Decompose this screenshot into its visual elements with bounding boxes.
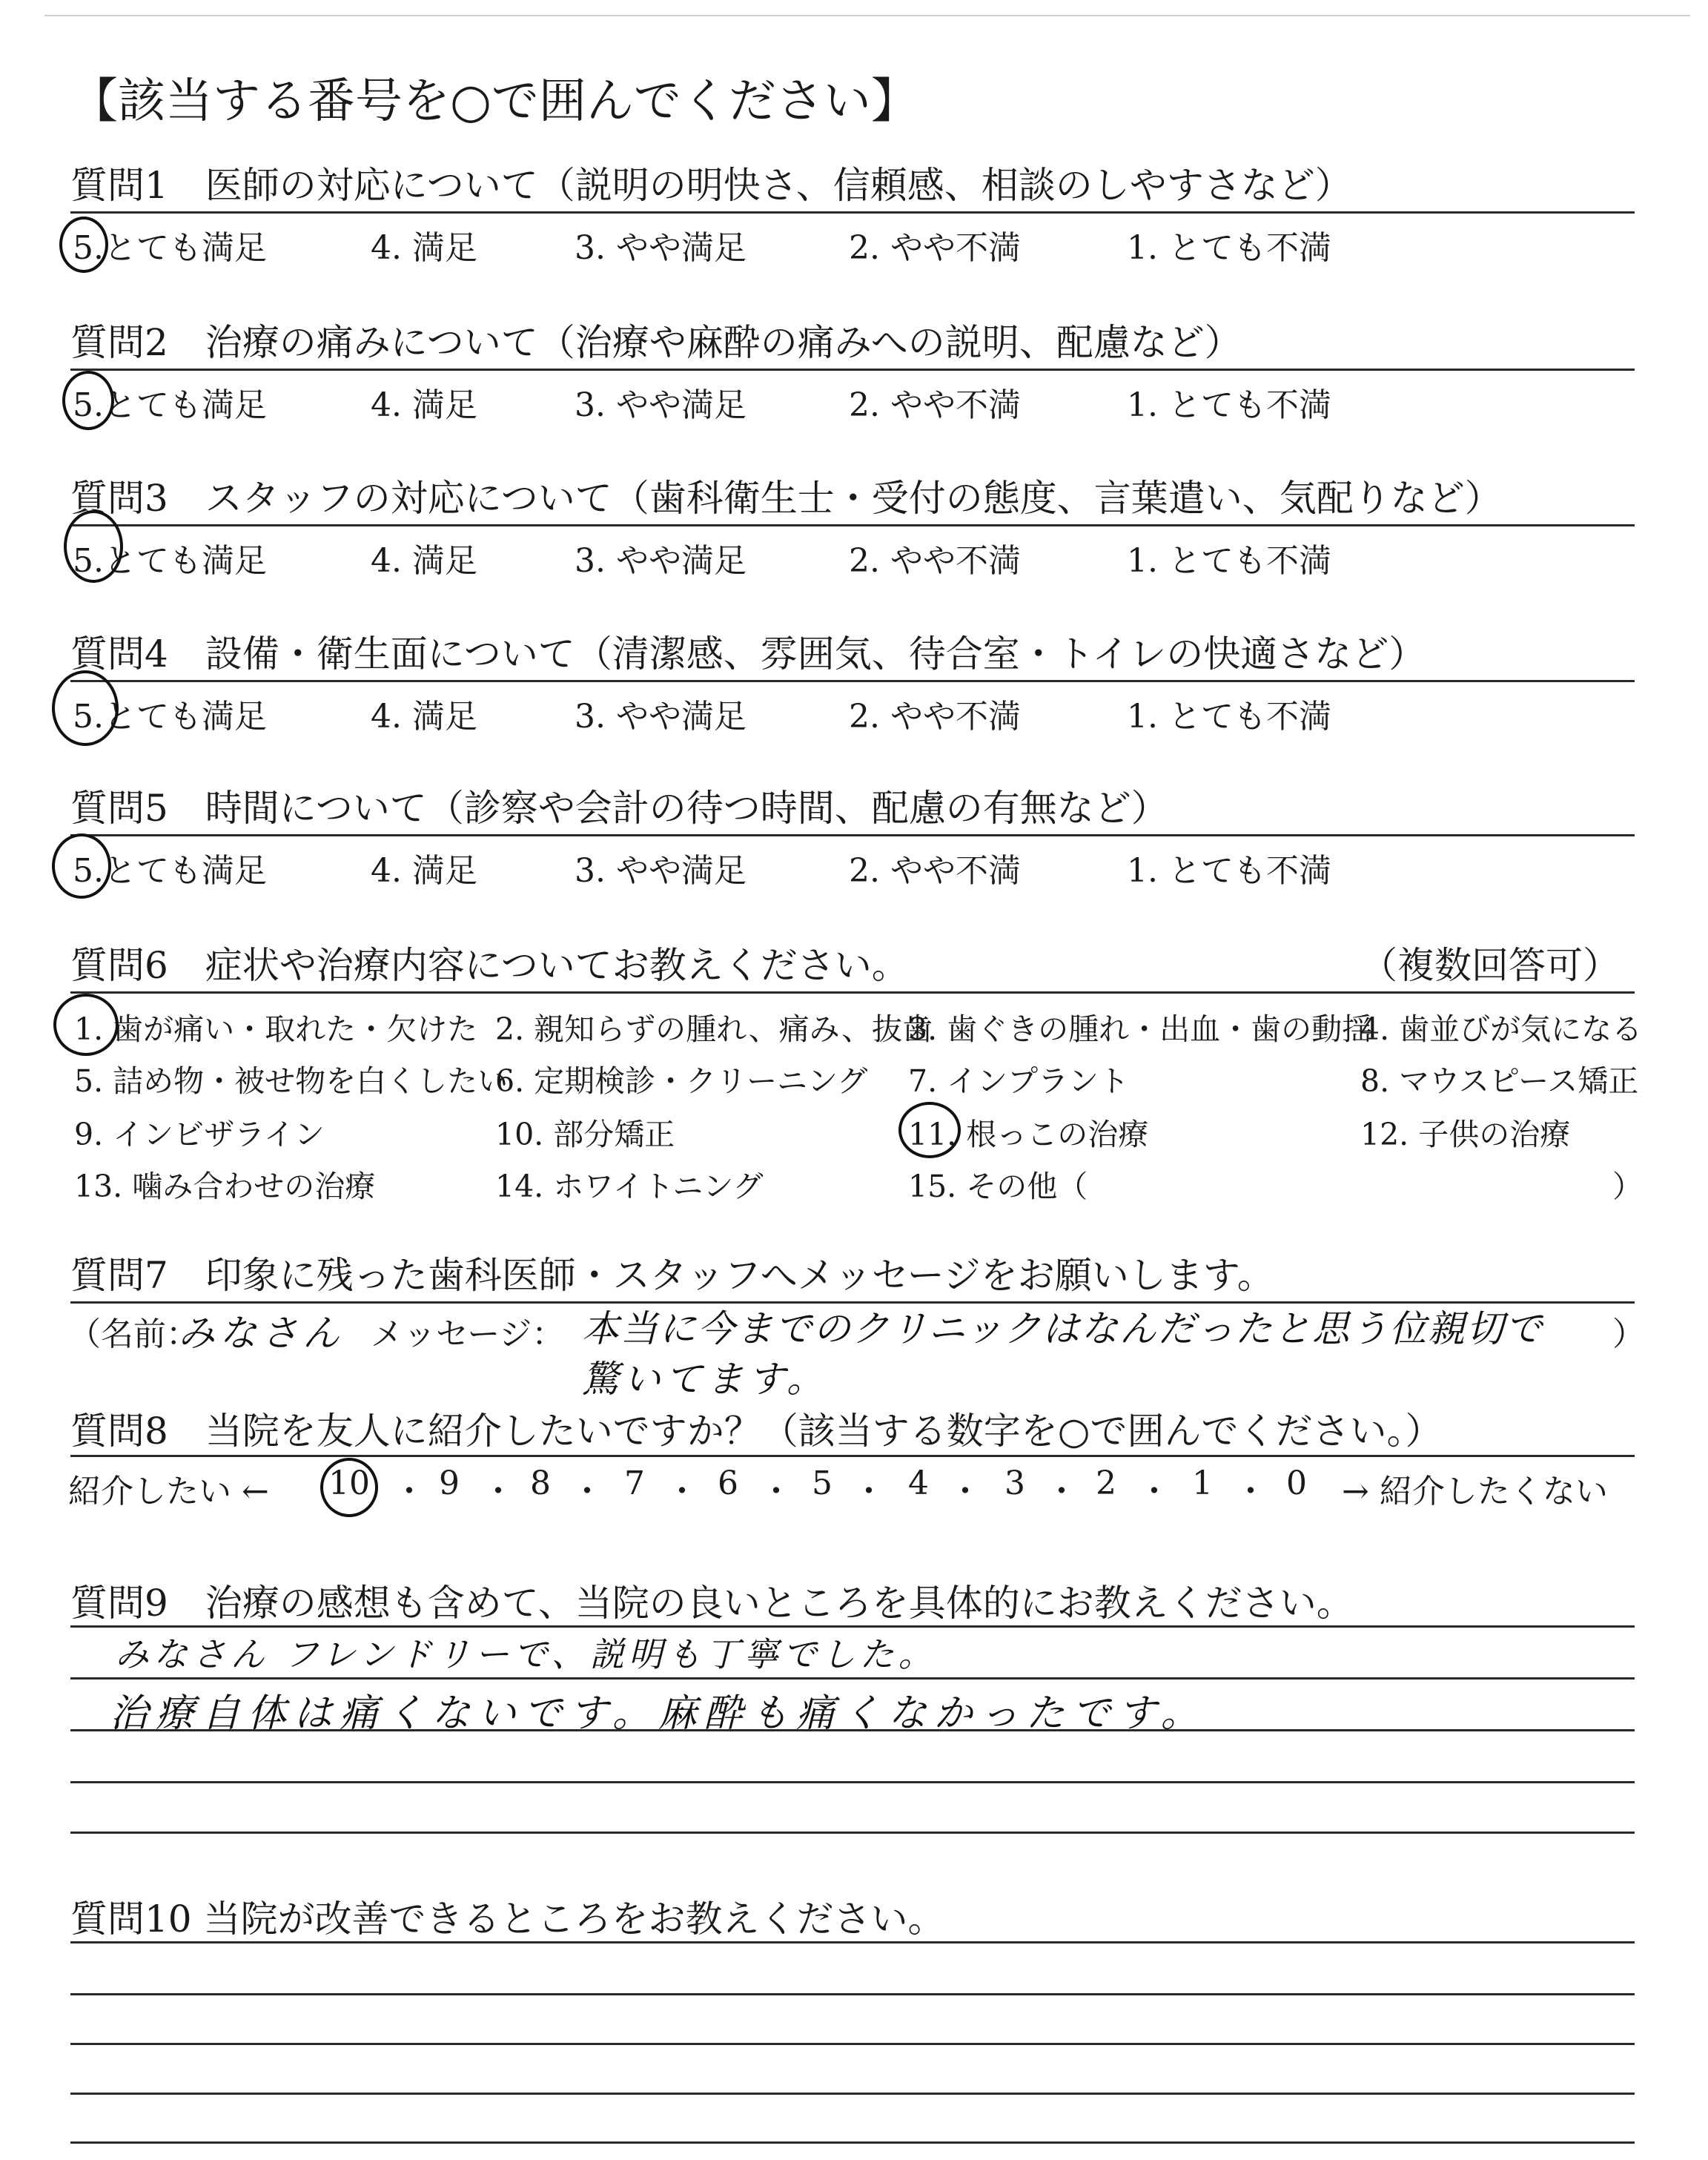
question-2-rule: [70, 369, 1635, 371]
q6-item-5[interactable]: 5. 詰め物・被せ物を白くしたい: [74, 1063, 509, 1099]
question-4-heading: 質問4 設備・衛生面について（清潔感、雰囲気、待合室・トイレの快適さなど）: [70, 633, 1426, 676]
q8-scale-dot: ・: [760, 1473, 792, 1510]
q2-option-3[interactable]: 3. やや満足: [575, 386, 747, 424]
question-1-heading: 質問1 医師の対応について（説明の明快さ、信頼感、相談のしやすさなど）: [70, 164, 1352, 207]
q8-scale-dot: ・: [853, 1473, 885, 1510]
q8-scale-dot: ・: [393, 1473, 426, 1510]
q6-item-8[interactable]: 8. マウスピース矯正: [1360, 1063, 1639, 1099]
question-1-rule: [70, 211, 1635, 214]
question-6-heading: 質問6 症状や治療内容についてお教えください。: [70, 944, 909, 987]
q1-option-3[interactable]: 3. やや満足: [575, 229, 747, 267]
q4-option-3[interactable]: 3. やや満足: [575, 698, 747, 736]
q6-item-15[interactable]: 15. その他（: [908, 1169, 1088, 1204]
q3-option-4[interactable]: 4. 満足: [371, 542, 477, 580]
q10-line-5: [70, 2141, 1635, 2144]
q8-scale-0[interactable]: 0: [1286, 1464, 1307, 1502]
q6-item-2[interactable]: 2. 親知らずの腫れ、痛み、抜歯: [495, 1011, 933, 1047]
question-3-rule: [70, 524, 1635, 526]
q8-scale-dot: ・: [1138, 1473, 1171, 1510]
q9-answer-line-1[interactable]: みなさん フレンドリーで、説明も丁寧でした。: [115, 1634, 937, 1674]
q6-item-13[interactable]: 13. 噛み合わせの治療: [74, 1169, 376, 1204]
q1-option-1[interactable]: 1. とても不満: [1127, 229, 1331, 267]
question-9-heading: 質問9 治療の感想も含めて、当院の良いところを具体的にお教えください。: [70, 1582, 1354, 1625]
q7-message-line-1[interactable]: 本当に今までのクリニックはなんだったと思う位親切で: [582, 1307, 1543, 1350]
q8-scale-3[interactable]: 3: [1004, 1464, 1025, 1502]
q4-option-4[interactable]: 4. 満足: [371, 698, 477, 736]
q2-selection-circle: [62, 371, 114, 430]
q1-option-2[interactable]: 2. やや不満: [849, 229, 1021, 267]
q8-scale-dot: ・: [949, 1473, 982, 1510]
question-5-rule: [70, 834, 1635, 836]
q6-item-11[interactable]: 11. 根っこの治療: [908, 1117, 1149, 1152]
q6-item-9[interactable]: 9. インビザライン: [74, 1117, 325, 1152]
q4-selection-circle: [52, 670, 119, 746]
question-6-note: （複数回答可）: [1360, 944, 1620, 987]
q3-option-1[interactable]: 1. とても不満: [1127, 542, 1331, 580]
q9-answer-line-2[interactable]: 治療自体は痛くないです。麻酔も痛くなかったです。: [110, 1691, 1207, 1736]
q8-left-label: 紹介したい ←: [68, 1473, 269, 1510]
q8-scale-dot: ・: [666, 1473, 698, 1510]
question-10-heading: 質問10 当院が改善できるところをお教えください。: [70, 1898, 945, 1941]
q6-item-14[interactable]: 14. ホワイトニング: [495, 1169, 764, 1204]
q5-option-1[interactable]: 1. とても不満: [1127, 852, 1331, 890]
q6-item-1[interactable]: 1. 歯が痛い・取れた・欠けた: [74, 1011, 478, 1047]
q9-line-5: [70, 1832, 1635, 1834]
question-4-rule: [70, 680, 1635, 682]
q1-selection-circle: [59, 217, 108, 273]
question-6-rule: [70, 991, 1635, 994]
q7-message-line-2[interactable]: 驚いてます。: [582, 1358, 828, 1401]
q5-option-5[interactable]: 5.とても満足: [73, 852, 267, 890]
q3-option-2[interactable]: 2. やや不満: [849, 542, 1021, 580]
q3-selection-circle: [64, 510, 123, 583]
q6-item-12[interactable]: 12. 子供の治療: [1360, 1117, 1571, 1152]
q8-scale-10[interactable]: 10: [328, 1464, 370, 1502]
q3-option-3[interactable]: 3. やや満足: [575, 542, 747, 580]
q7-name-label: （名前：: [68, 1315, 199, 1353]
q4-option-5[interactable]: 5.とても満足: [73, 698, 267, 736]
q10-line-3: [70, 2043, 1635, 2045]
q4-option-1[interactable]: 1. とても不満: [1127, 698, 1331, 736]
q8-scale-dot: ・: [1045, 1473, 1078, 1510]
q7-message-close: ）: [1612, 1315, 1645, 1353]
q6-item-10[interactable]: 10. 部分矯正: [495, 1117, 675, 1152]
q10-line-2: [70, 1993, 1635, 1995]
q9-line-2: [70, 1677, 1635, 1680]
q8-scale-dot: ・: [571, 1473, 603, 1510]
q8-scale-4[interactable]: 4: [908, 1464, 929, 1502]
q4-option-2[interactable]: 2. やや不満: [849, 698, 1021, 736]
q8-scale-6[interactable]: 6: [718, 1464, 738, 1502]
q5-option-2[interactable]: 2. やや不満: [849, 852, 1021, 890]
q1-option-5[interactable]: 5.とても満足: [73, 229, 267, 267]
q1-option-4[interactable]: 4. 満足: [371, 229, 477, 267]
question-2-heading: 質問2 治療の痛みについて（治療や麻酔の痛みへの説明、配慮など）: [70, 321, 1242, 364]
q6-item-3[interactable]: 3. 歯ぐきの腫れ・出血・歯の動揺: [908, 1011, 1373, 1047]
q2-option-2[interactable]: 2. やや不満: [849, 386, 1021, 424]
question-3-heading: 質問3 スタッフの対応について（歯科衛生士・受付の態度、言葉遣い、気配りなど）: [70, 477, 1502, 520]
q10-line-1: [70, 1941, 1635, 1943]
q2-option-4[interactable]: 4. 満足: [371, 386, 477, 424]
q10-line-4: [70, 2093, 1635, 2095]
question-8-rule: [70, 1455, 1635, 1457]
q7-name-value[interactable]: みなさん: [178, 1312, 344, 1355]
q2-option-1[interactable]: 1. とても不満: [1127, 386, 1331, 424]
question-7-heading: 質問7 印象に残った歯科医師・スタッフへメッセージをお願いします。: [70, 1254, 1274, 1297]
q5-option-3[interactable]: 3. やや満足: [575, 852, 747, 890]
q9-line-4: [70, 1781, 1635, 1783]
q8-scale-9[interactable]: 9: [439, 1464, 460, 1502]
q6-item-4[interactable]: 4. 歯並びが気になる: [1360, 1011, 1643, 1047]
q8-scale-2[interactable]: 2: [1096, 1464, 1116, 1502]
page-title: 【該当する番号を○で囲んでください】: [70, 74, 918, 129]
q7-message-label: メッセージ：: [371, 1315, 565, 1353]
q6-item-11-selection-circle: [898, 1102, 961, 1158]
question-5-heading: 質問5 時間について（診察や会計の待つ時間、配慮の有無など）: [70, 787, 1168, 830]
q8-scale-dot: ・: [1234, 1473, 1267, 1510]
question-8-heading: 質問8 当院を友人に紹介したいですか？（該当する数字を○で囲んでください。）: [70, 1410, 1443, 1453]
q6-item-15-close: ）: [1612, 1169, 1643, 1204]
q5-selection-circle: [52, 833, 111, 899]
q2-option-5[interactable]: 5.とても満足: [73, 386, 267, 424]
q6-item-7[interactable]: 7. インプラント: [908, 1063, 1130, 1099]
q8-selection-circle: [320, 1458, 378, 1517]
q8-scale-7[interactable]: 7: [624, 1464, 645, 1502]
q5-option-4[interactable]: 4. 満足: [371, 852, 477, 890]
q8-scale-5[interactable]: 5: [812, 1464, 833, 1502]
top-border: [44, 15, 1690, 16]
q8-scale-1[interactable]: 1: [1192, 1464, 1213, 1502]
q3-option-5[interactable]: 5.とても満足: [73, 542, 267, 580]
q6-item-6[interactable]: 6. 定期検診・クリーニング: [495, 1063, 868, 1099]
q6-item-1-selection-circle: [53, 994, 119, 1056]
q8-scale-8[interactable]: 8: [530, 1464, 551, 1502]
q8-right-label: → 紹介したくない: [1342, 1473, 1608, 1510]
q8-scale-dot: ・: [482, 1473, 514, 1510]
